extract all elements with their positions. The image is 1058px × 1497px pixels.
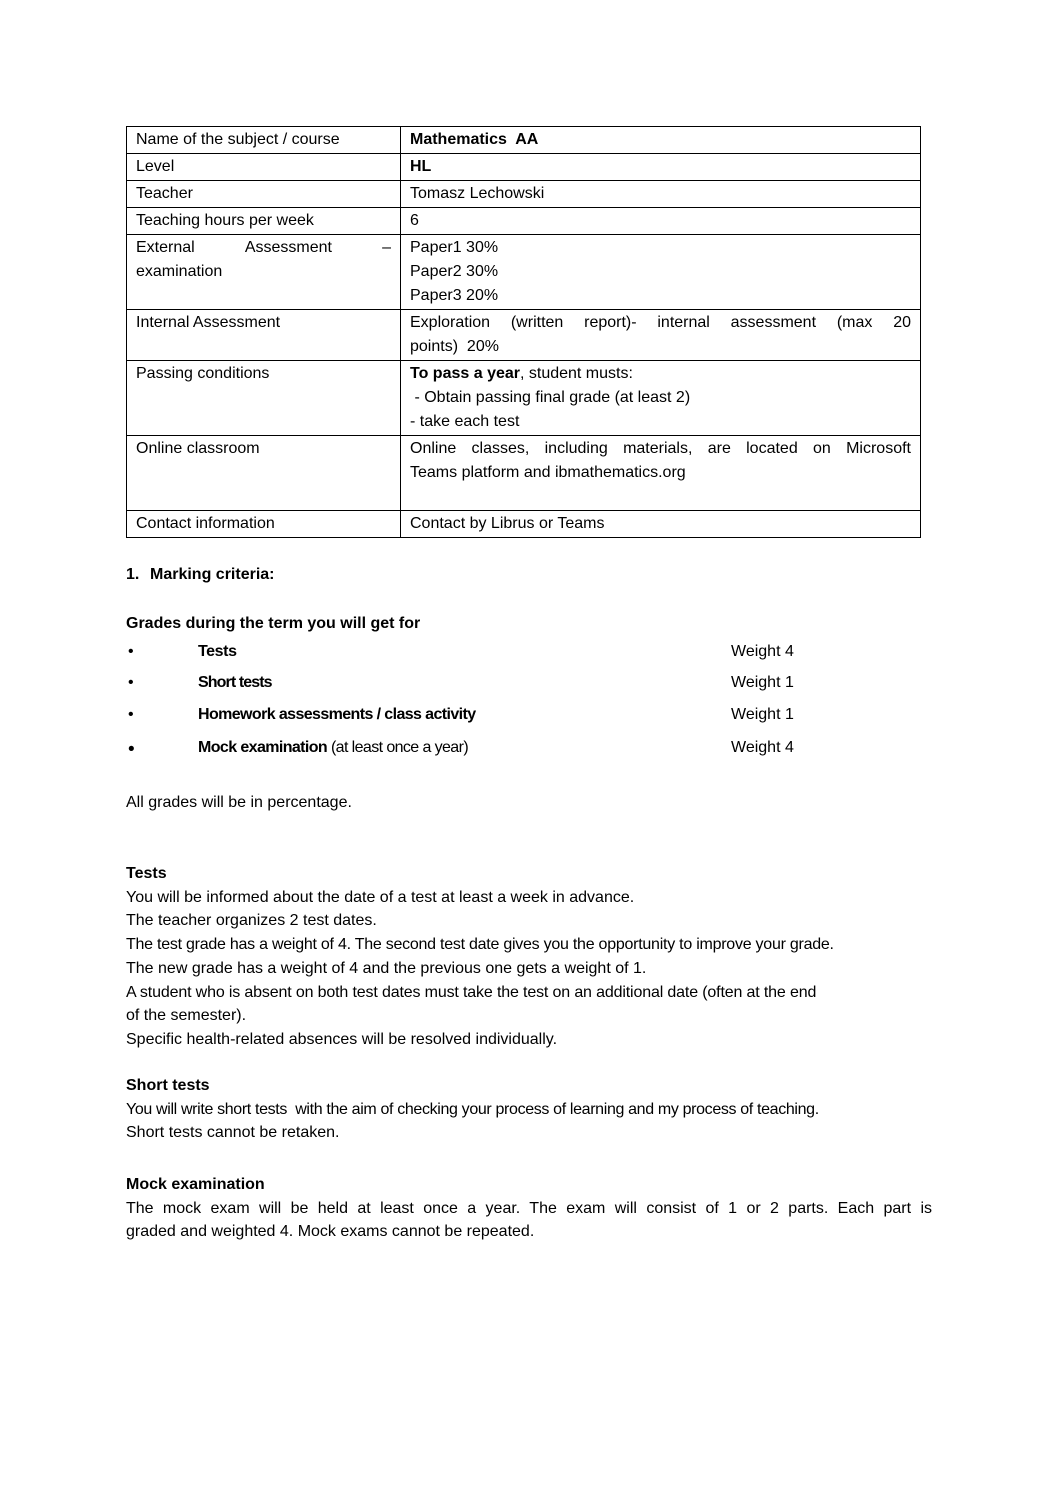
tests-heading: Tests [126, 865, 167, 882]
section-title-text: Marking criteria: [150, 566, 275, 583]
table-row [127, 310, 921, 361]
value-bold: To pass a year [410, 365, 520, 382]
grades-heading: Grades during the term you will get for [126, 615, 421, 632]
mock-heading: Mock examination [126, 1176, 265, 1193]
value-line: - take each test [410, 413, 520, 430]
row-key: Passing conditions [127, 361, 401, 436]
row-key-word: External [136, 239, 195, 256]
value-line [410, 362, 911, 386]
tests-section [126, 862, 932, 1052]
grade-name: Mock examination (at least once a year) [198, 739, 469, 756]
paragraph-line: Specific health-related absences will be resolved individually. [126, 1030, 558, 1048]
teacher-value: Tomasz Lechowski [401, 181, 921, 208]
paragraph-line: The test grade has a weight of 4. The second test date gives you the opportunity to improve your grade. [126, 936, 834, 954]
paragraph-line: of the semester). [126, 1007, 247, 1025]
percentage-note: All grades will be in percentage. [126, 794, 352, 811]
table-row [127, 127, 921, 154]
course-info-table-wrapper [126, 126, 921, 538]
table-row [127, 181, 921, 208]
grade-weight: Weight 4 [731, 643, 794, 660]
list-item [126, 643, 826, 667]
contact-value: Contact by Librus or Teams [401, 511, 921, 538]
course-info-table [126, 126, 921, 538]
bullet-icon: • [128, 706, 134, 723]
bullet-icon: • [128, 674, 134, 691]
list-item [126, 674, 826, 698]
level-value: HL [401, 154, 921, 181]
external-assessment-value [401, 235, 921, 310]
paragraph-line: A student who is absent on both test dates must take the test on an additional date (often at the end [126, 983, 817, 1001]
table-row [127, 361, 921, 436]
paragraph-line: Short tests cannot be retaken. [126, 1124, 340, 1142]
internal-assessment-value [401, 310, 921, 361]
short-tests-heading: Short tests [126, 1077, 210, 1094]
row-key: Online classroom [127, 436, 401, 511]
row-key: Teacher [127, 181, 401, 208]
value-line: Online classes, including materials, are located on Microsoft [410, 440, 911, 457]
value-line: Exploration (written report)- internal assessment (max 20 [410, 314, 911, 331]
grade-name: Short tests [198, 674, 272, 691]
table-row [127, 154, 921, 181]
bullet-icon: • [128, 643, 134, 660]
table-row [127, 511, 921, 538]
paragraph-line: The teacher organizes 2 test dates. [126, 912, 377, 930]
paragraph-line: You will be informed about the date of a test at least a week in advance. [126, 888, 635, 906]
paragraph-line: The mock exam will be held at least once a year. The exam will consist of 1 or 2 parts. Each part is [126, 1199, 932, 1217]
paper-line: Paper3 20% [410, 287, 499, 304]
value-line: - Obtain passing final grade (at least 2) [410, 389, 691, 406]
mock-section [126, 1173, 932, 1244]
paragraph-line: The new grade has a weight of 4 and the previous one gets a weight of 1. [126, 959, 647, 977]
table-row [127, 436, 921, 511]
row-key-line: examination [136, 263, 223, 280]
row-key: Name of the subject / course [127, 127, 401, 154]
paper-line: Paper1 30% [410, 239, 499, 256]
value-line: Teams platform and ibmathematics.org [410, 464, 686, 481]
value-rest: , student musts: [519, 365, 633, 382]
list-item [126, 739, 826, 763]
row-key: Level [127, 154, 401, 181]
table-row [127, 208, 921, 235]
paper-line: Paper2 30% [410, 263, 499, 280]
grade-name: Tests [198, 643, 237, 660]
subject-value: Mathematics AA [401, 127, 921, 154]
grade-weight: Weight 1 [731, 706, 794, 723]
section-title [126, 566, 274, 584]
section-number: 1. [126, 566, 140, 583]
value-line: points) 20% [410, 338, 499, 355]
row-key: Contact information [127, 511, 401, 538]
row-key [127, 235, 401, 310]
online-classroom-value [401, 436, 921, 511]
bullet-icon: • [128, 739, 135, 760]
grade-weight: Weight 1 [731, 674, 794, 691]
row-key-line [136, 236, 391, 260]
row-key: Teaching hours per week [127, 208, 401, 235]
passing-conditions-value [401, 361, 921, 436]
grade-name: Homework assessments / class activity [198, 706, 476, 723]
paragraph-line: graded and weighted 4. Mock exams cannot be repeated. [126, 1223, 535, 1241]
row-key-word: – [382, 239, 391, 256]
row-key: Internal Assessment [127, 310, 401, 361]
hours-value: 6 [401, 208, 921, 235]
list-item [126, 706, 826, 730]
row-key-word: Assessment [244, 239, 332, 256]
short-tests-section [126, 1074, 932, 1145]
table-row [127, 235, 921, 310]
paragraph-line: You will write short tests with the aim of checking your process of learning and my process of teaching. [126, 1100, 819, 1118]
grade-weight: Weight 4 [731, 739, 794, 756]
